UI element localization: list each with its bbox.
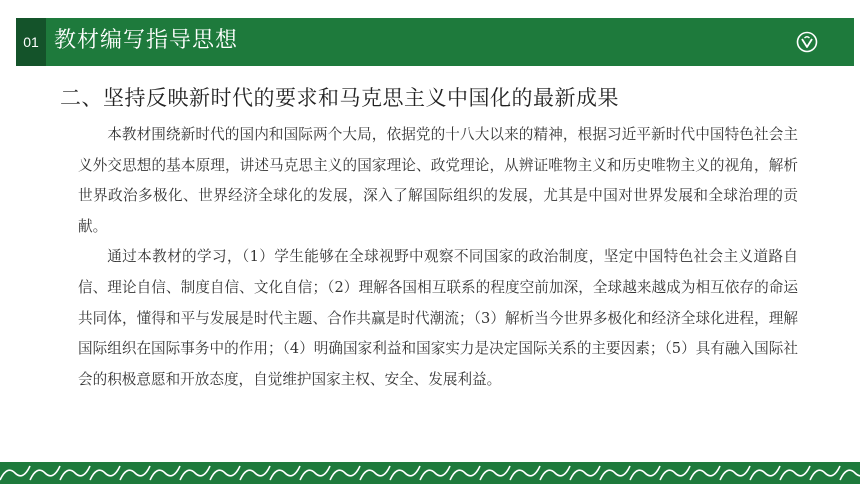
leaf-emblem-icon xyxy=(796,31,818,53)
header-title: 教材编写指导思想 xyxy=(54,28,239,53)
body-text xyxy=(78,120,798,395)
decorative-footer-band xyxy=(0,462,860,484)
paragraph-2: 通过本教材的学习，（1）学生能够在全球视野中观察不同国家的政治制度，坚定中国特色社会主义道路自信、理论自信、制度自信、文化自信；（2）理解各国相互联系的程度空前加深，全球越来越成为相互依存的命运共同体，懂得和平与发展是时代主题、合作共赢是时代潮流；（3）解析当今世界多极化和经济全球化进程，理解国际组织在国际事务中的作用；（4）明确国家利益和国家实力是决定国际关系的主要因素；（5）具有融入国际社会的积极意愿和开放态度，自觉维护国家主权、安全、发展利益。 xyxy=(78,248,798,388)
section-number: 01 xyxy=(16,18,46,66)
subtitle: 二、坚持反映新时代的要求和马克思主义中国化的最新成果 xyxy=(60,86,619,110)
header-bar xyxy=(16,18,854,66)
paragraph-1: 本教材围绕新时代的国内和国际两个大局，依据党的十八大以来的精神，根据习近平新时代中国特色社会主义外交思想的基本原理，讲述马克思主义的国家理论、政党理论，从辨证唯物主义和历史唯物主义的视角，解析世界政治多极化、世界经济全球化的发展，深入了解国际组织的发展，尤其是中国对世界发展和全球治理的贡献。 xyxy=(78,126,798,235)
